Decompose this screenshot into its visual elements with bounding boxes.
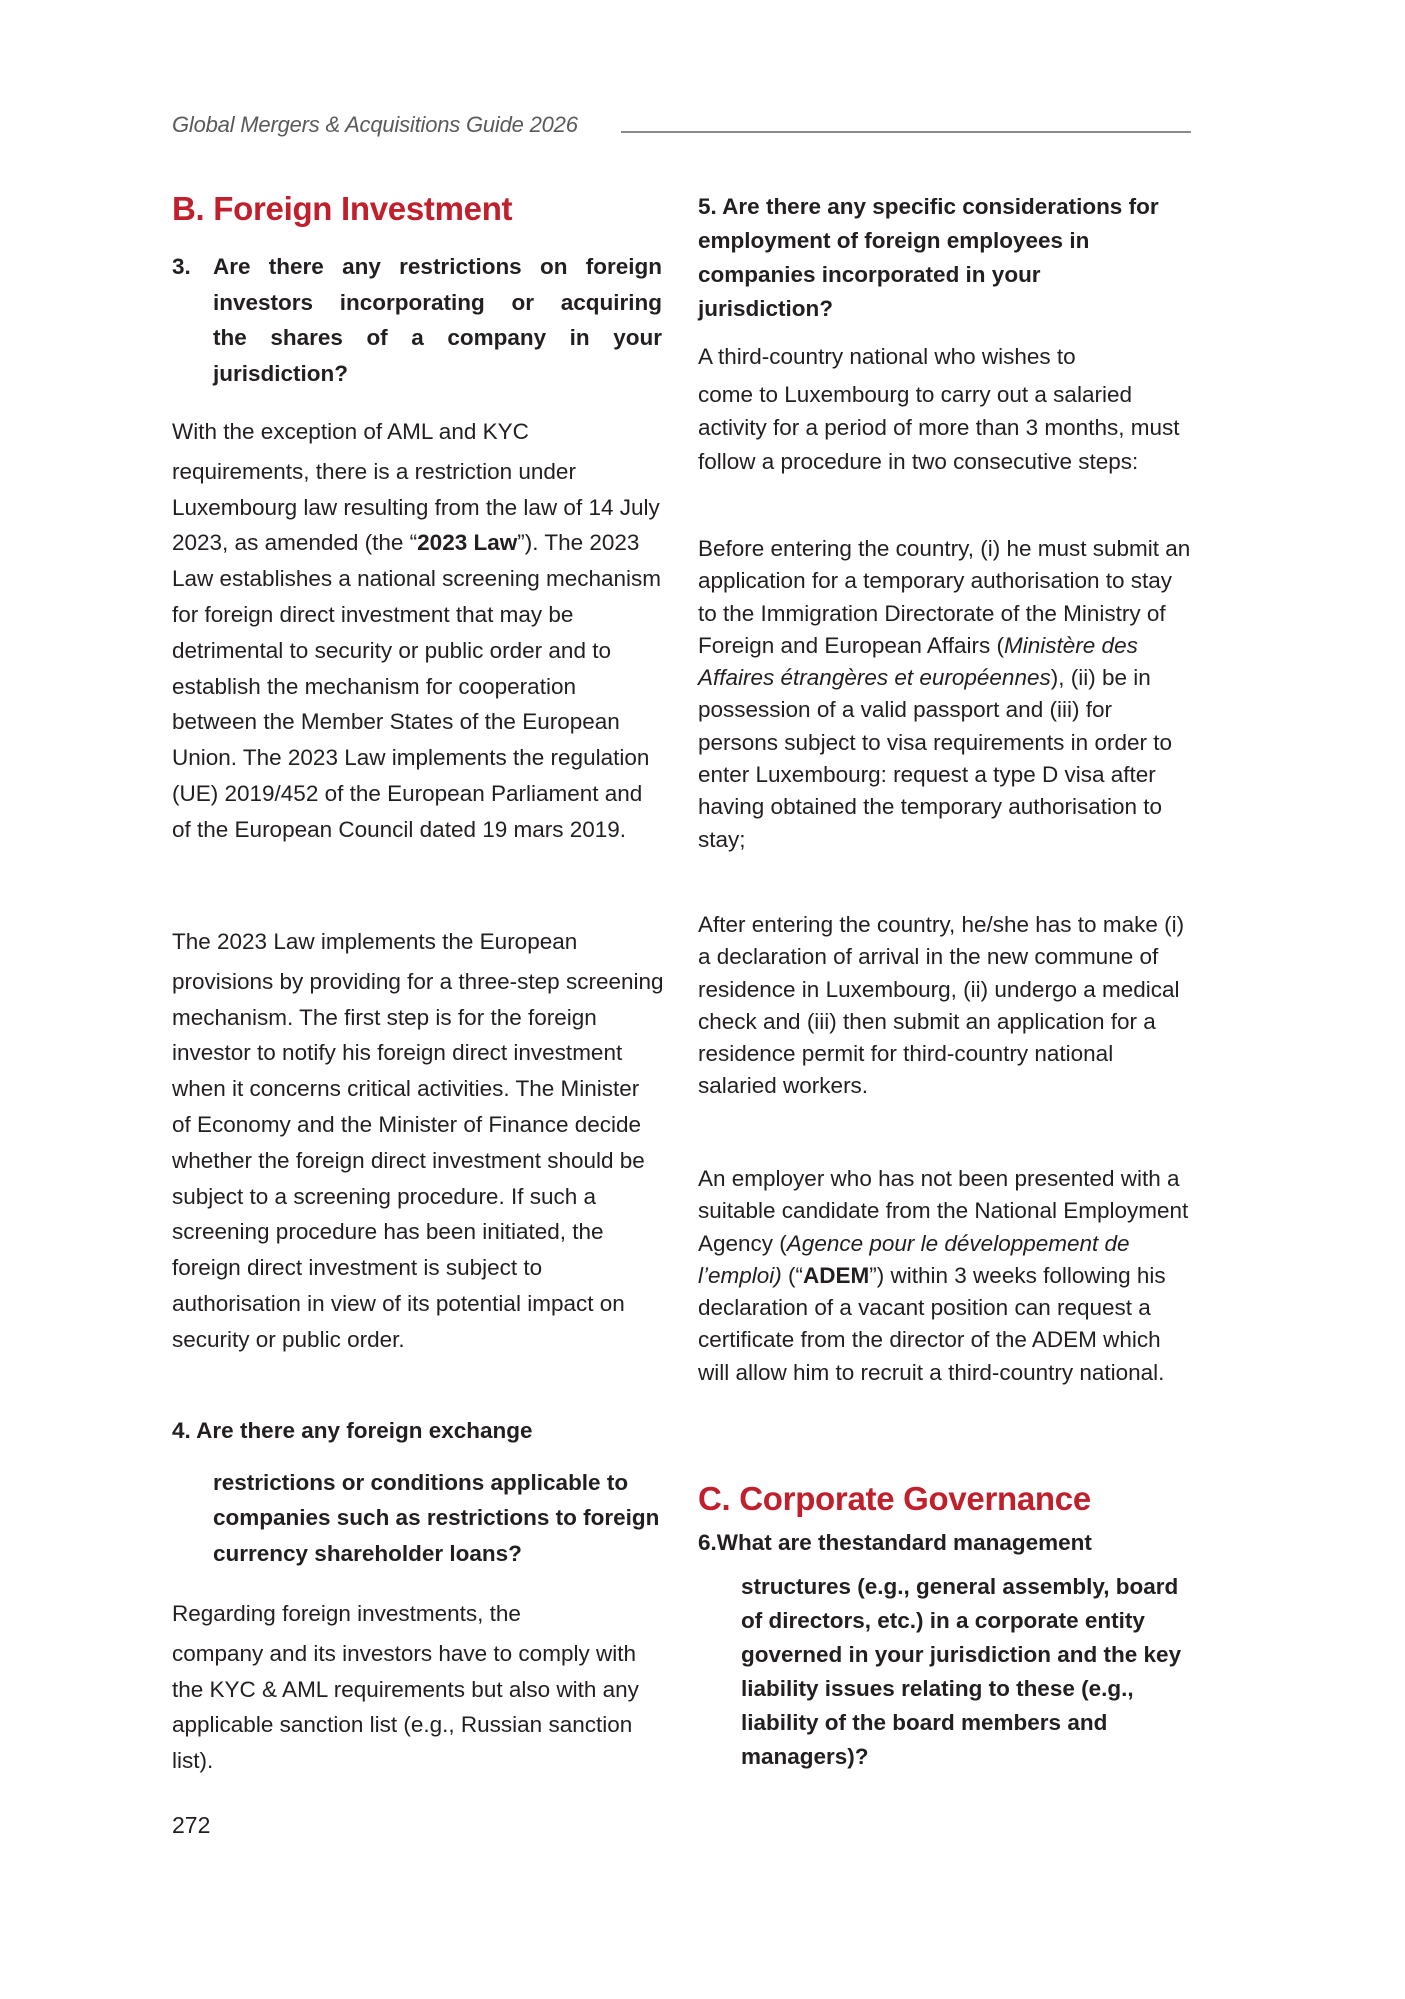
french-term: Agence pour le développement de l’emploi) [698,1230,1130,1288]
question-4-text: restrictions or conditions applicable to companies such as restrictions to foreign currency shareholder loans? [213,1469,660,1566]
french-term: Ministère des Affaires étrangères et européennes [698,632,1138,691]
paragraph-first-line: The 2023 Law implements the European [172,929,578,954]
paragraph-first-line: A third-country national who wishes to [698,344,1076,369]
question-4 [172,1413,662,1571]
paragraph-text: ”). The 2023 Law establishes a national screening mechanism for foreign direct investment that may be detrimental to security or public order and to establish the mechanism for cooperation between the Member States of the European Union. The 2023 Law implements the regulation (UE) 2019/452 of the European Parliament and of the European Council dated 19 mars 2019. [172,530,662,842]
answer-3-paragraph-2 [172,924,664,1358]
question-6 [698,1526,1192,1774]
question-line: the shares of a company in your [213,325,662,350]
paragraph-text: (“ [781,1262,804,1288]
paragraph-text: ), (ii) be in possession of a valid passport and (iii) for persons subject to visa requirements in order to enter Luxembourg: request a type D visa after having obtained the temporary authorisation to stay; [698,665,1172,852]
question-3-text [213,249,662,391]
answer-5-paragraph-2 [698,533,1192,856]
paragraph-first-line: With the exception of AML and KYC [172,419,529,444]
paragraph-text: An employer who has not been presented with a suitable candidate from the National Employment Agency ( [698,1166,1189,1256]
answer-5-paragraph-4 [698,1163,1192,1389]
paragraph-text: come to Luxembourg to carry out a salaried activity for a period of more than 3 months, must follow a procedure in two consecutive steps: [698,381,1180,474]
answer-4-paragraph [172,1596,664,1779]
question-line: investors incorporating or acquiring [213,289,662,315]
paragraph-first-line: Regarding foreign investments, the [172,1601,521,1626]
defined-term: ADEM [803,1262,870,1288]
header-divider [621,131,1191,133]
question-line: jurisdiction? [213,360,348,386]
answer-3-paragraph-1 [172,414,664,848]
answer-5-paragraph-1 [698,340,1192,478]
paragraph-text: requirements, there is a restriction under Luxembourg law resulting from the law of 14 July 2023, as amended (the “ [172,458,660,556]
publication-title: Global Mergers & Acquisitions Guide 2026 [172,112,578,137]
section-title-corporate-governance: C. Corporate Governance [698,1480,1091,1517]
question-6-text: structures (e.g., general assembly, board of directors, etc.) in a corporate entity governed in your jurisdiction and the key liability issues relating to these (e.g., liability of the board members and managers)? [741,1574,1182,1769]
answer-5-paragraph-3: After entering the country, he/she has to make (i) a declaration of arrival in the new commune of residence in Luxembourg, (ii) undergo a medical check and (iii) then submit an application for a residence permit for third-country national salaried workers. [698,912,1185,1099]
paragraph-text: ”) within 3 weeks following his declaration of a vacant position can request a certificate from the director of the ADEM which will allow him to recruit a third-country national. [698,1262,1166,1385]
question-5: 5. Are there any specific considerations for employment of foreign employees in companies incorporated in your jurisdiction? [698,194,1159,321]
paragraph-text: company and its investors have to comply with the KYC & AML requirements but also with any applicable sanction list (e.g., Russian sanction list). [172,1640,639,1774]
section-title-foreign-investment: B. Foreign Investment [172,190,513,227]
paragraph-text: provisions by providing for a three-step screening mechanism. The first step is for the foreign investor to notify his foreign direct investment when it concerns critical activities. The Minister of Economy and the Minister of Finance decide whether the foreign direct investment should be subject to a screening procedure. If such a screening procedure has been initiated, the foreign direct investment is subject to authorisation in view of its potential impact on security or public order. [172,968,664,1352]
question-3 [172,249,662,391]
paragraph-text: Before entering the country, (i) he must submit an application for a temporary authorisation to stay to the Immigration Directorate of the Ministry of Foreign and European Affairs ( [698,536,1191,658]
question-first-line: 4. Are there any foreign exchange [172,1418,533,1443]
question-line: Are there any restrictions on foreign [213,254,662,279]
question-number: 3. [172,254,191,279]
defined-term: 2023 Law [417,530,518,556]
page-number: 272 [172,1812,211,1838]
question-first-line: 6.What are thestandard management [698,1530,1092,1555]
running-header [172,112,1192,148]
